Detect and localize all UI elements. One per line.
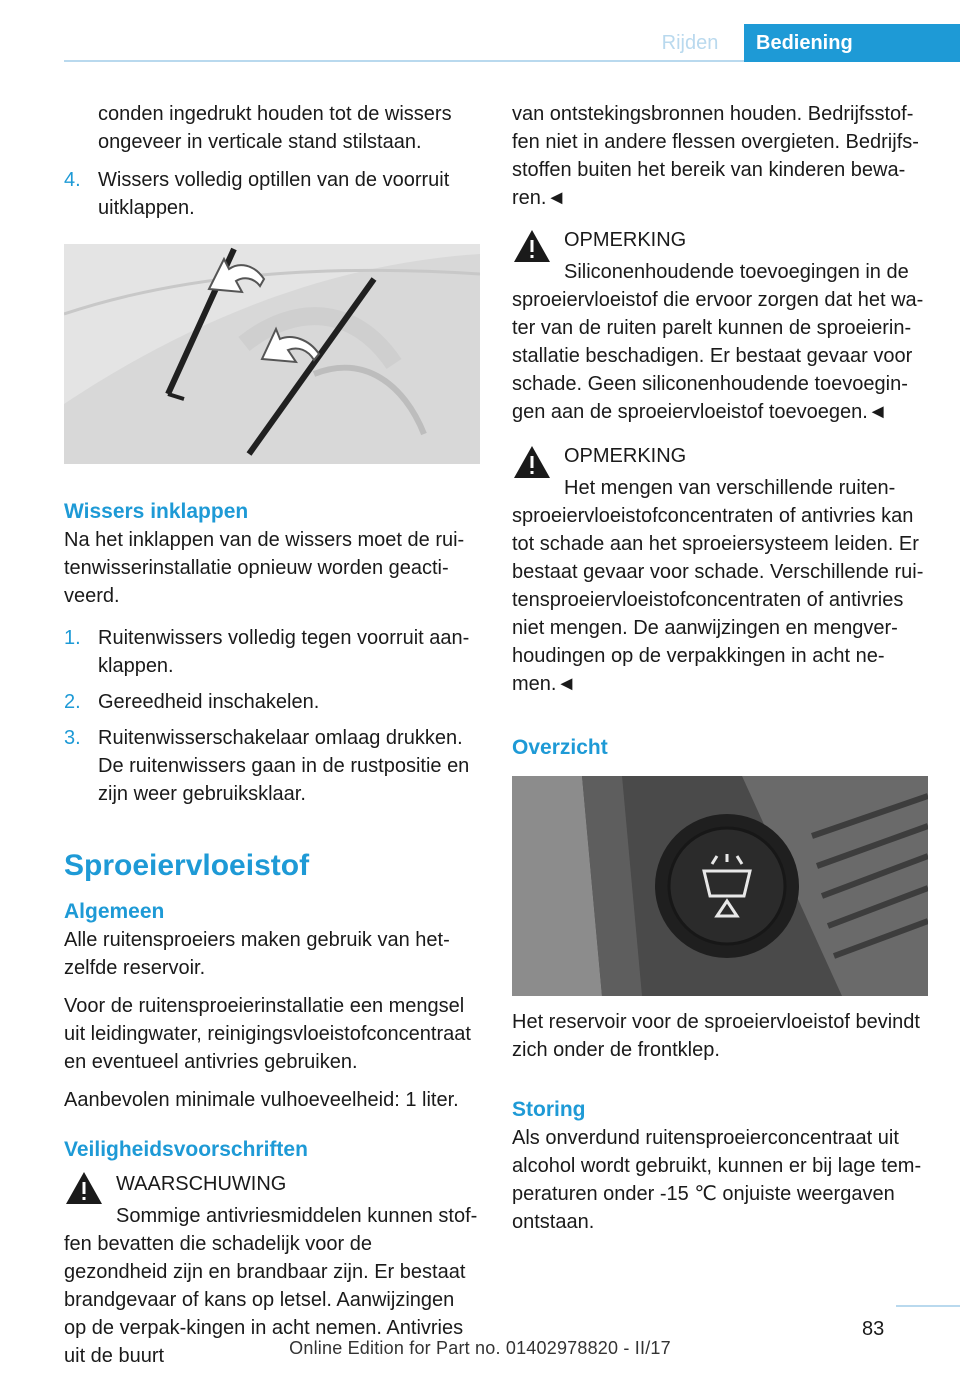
reservoir-illustration [512,776,928,996]
page-number: 83 [862,1318,885,1340]
note-text: Siliconenhoudende toevoegingen in de sproeiervloeistof die ervoor zorgen dat het wa-ter van de ruiten parelt kunnen de sproeierin-stallatie beschadigen. Er bestaat gevaar voor schade. Geen siliconenhoudende toevoegin-gen aan de sproeiervloeistof toevoegen.◄ [512,261,924,423]
storing-heading: Storing [512,1098,586,1121]
overzicht-text: Het reservoir voor de sproeiervloeistof bevindt zich onder de frontklep. [512,1011,920,1061]
note-text-spacer [564,258,928,286]
header-section-rijden[interactable]: Rijden [661,32,719,54]
warning-title-row [64,1168,480,1230]
algemeen-paragraph-3: Aanbevolen minimale vulhoeveelheid: 1 liter. [64,1089,459,1111]
right-column [512,100,928,1246]
sproeiervloeistof-heading: Sproeiervloeistof [64,849,310,882]
left-column [64,100,480,1382]
algemeen-paragraph-2: Voor de ruitensproeierinstallatie een mengsel uit leidingwater, reinigingsvloeistofconcentraat en eventueel antivries gebruiken. [64,995,471,1073]
step-item [64,624,480,680]
wissers-inklappen-heading: Wissers inklappen [64,500,249,523]
algemeen-paragraph-1: Alle ruitensproeiers maken gebruik van het-zelfde reservoir. [64,929,450,979]
note-title-row [512,442,928,502]
continued-step-text: conden ingedrukt houden tot de wissers ongeveer in verticale stand stilstaan. [98,103,452,153]
note-triangle-icon [512,444,552,480]
step-number: 3. [64,727,81,749]
warning-title: WAARSCHUWING [116,1173,287,1195]
step-text: Ruitenwissers volledig tegen voorruit aan-klappen. [98,627,470,677]
overzicht-heading: Overzicht [512,736,608,759]
step-item [64,688,480,716]
step-text: Ruitenwisserschakelaar omlaag drukken. De ruitenwissers gaan in de rustpositie en zijn weer gebruiksklaar. [98,727,470,805]
step-item [64,724,480,808]
warning-continued-text: van ontstekingsbronnen houden. Bedrijfsstof-fen niet in andere flessen overgieten. Bedrijfs-stoffen buiten het bereik van kinderen bewa-ren.◄ [512,103,919,209]
step-number: 1. [64,627,81,649]
footer-rule [896,1305,960,1307]
step-text: Wissers volledig optillen van de voorruit uitklappen. [98,169,450,219]
warning-text-first-line [116,1202,480,1230]
note-title-row [512,226,928,286]
step-list-inklappen [64,624,480,808]
header-chapter-bediening[interactable]: Bediening [744,24,960,62]
warning-text: Sommige antivriesmiddelen kunnen stof-fen bevatten die schadelijk voor de gezondheid zijn en brandbaar zijn. Er bestaat brandgevaar of kans op letsel. Aanwijzingen op de verpak-kingen in acht nemen. Antivries uit de buurt [64,1205,478,1367]
note-triangle-icon [512,228,552,264]
step-list-upper [64,166,480,222]
wiper-figure [64,244,480,464]
step-number: 4. [64,169,81,191]
step-number: 2. [64,691,81,713]
veiligheidsvoorschriften-heading: Veiligheidsvoorschriften [64,1138,308,1161]
note-block-2 [512,442,928,698]
note-text: Het mengen van verschillende ruiten-sproeiervloeistofconcentraten of antivries kan tot schade aan het sproeiersysteem leiden. Er bestaat gevaar voor schade. Verschillende rui-tensproeiervloeistofconcentraten of antivries niet mengen. De aanwijzingen en mengver-houdingen op de verpakkingen in acht ne-men.◄ [512,477,924,695]
warning-triangle-icon [64,1170,104,1206]
step-text: Gereedheid inschakelen. [98,691,320,713]
note-title: OPMERKING [564,229,687,251]
step-item [64,166,480,222]
wiper-illustration [64,244,480,464]
note-title: OPMERKING [564,445,687,467]
storing-text: Als onverdund ruitensproeierconcentraat uit alcohol wordt gebruikt, kunnen er bij lage tem-peraturen onder -15 ℃ onjuiste weergaven ontstaan. [512,1127,922,1233]
note-block-1 [512,226,928,426]
footer-edition: Online Edition for Part no. 01402978820 - II/17 [289,1338,671,1358]
note-text-spacer [564,474,928,502]
reservoir-figure [512,776,928,996]
inklappen-intro: Na het inklappen van de wissers moet de rui-tenwisserinstallatie opnieuw worden geacti-veerd. [64,529,465,607]
algemeen-heading: Algemeen [64,900,165,923]
